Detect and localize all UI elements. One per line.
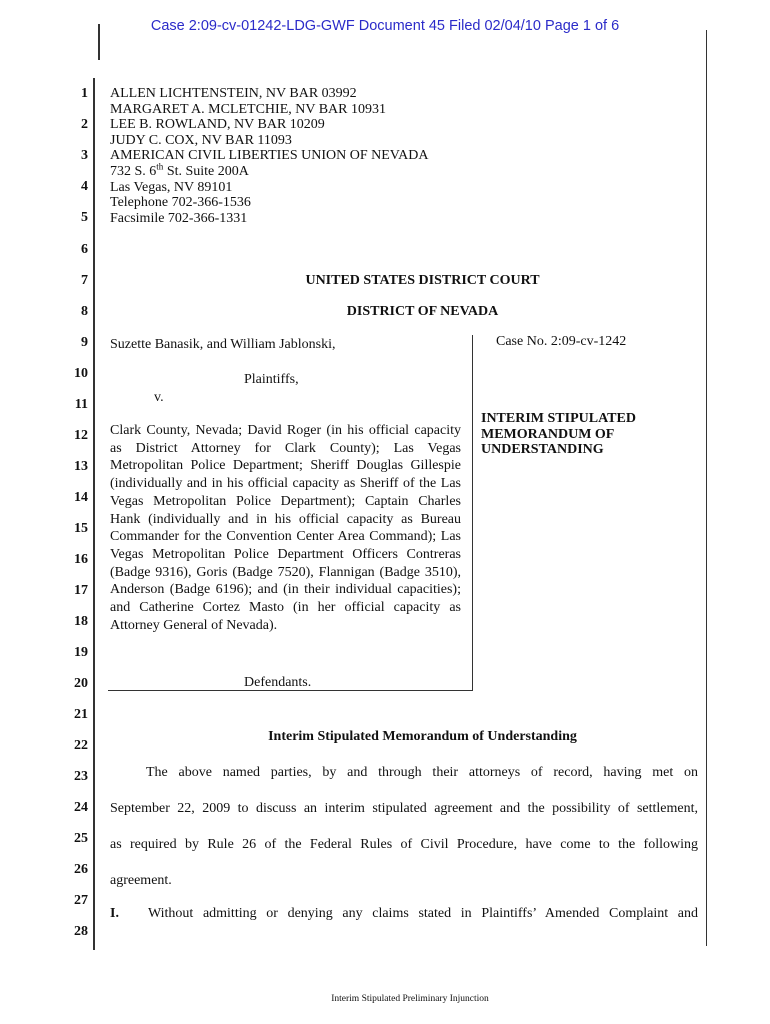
facsimile: Facsimile 702-366-1331 <box>110 210 248 226</box>
district-name: DISTRICT OF NEVADA <box>346 304 499 319</box>
paragraph-line: The above named parties, by and through their attorneys of record, having met on <box>146 765 698 780</box>
line-number: 19 <box>74 645 88 660</box>
numbered-item <box>110 906 698 922</box>
court-name: UNITED STATES DISTRICT COURT <box>305 273 540 288</box>
line-number: 12 <box>74 428 88 443</box>
street-address: 732 S. 6th St. Suite 200A <box>110 161 249 179</box>
line-number: 20 <box>74 676 88 691</box>
case-number: Case No. 2:09-cv-1242 <box>496 334 627 349</box>
attorney-line: JUDY C. COX, NV BAR 11093 <box>110 132 292 148</box>
paragraph-line: September 22, 2009 to discuss an interim stipulated agreement and the possibility of settlement, <box>110 801 698 816</box>
line-number: 17 <box>74 583 88 598</box>
line-number: 7 <box>81 273 88 288</box>
section-heading: Interim Stipulated Memorandum of Understanding <box>268 729 577 744</box>
item-text: Without admitting or denying any claims stated in Plaintiffs’ Amended Complaint and <box>147 906 699 921</box>
paragraph-line: as required by Rule 26 of the Federal Rules of Civil Procedure, have come to the following <box>110 837 698 852</box>
document-title-line: UNDERSTANDING <box>481 442 604 458</box>
line-number: 3 <box>81 148 88 163</box>
page-footer: Interim Stipulated Preliminary Injunction <box>331 994 489 1004</box>
line-number: 24 <box>74 800 88 815</box>
line-number: 15 <box>74 521 88 536</box>
attorney-line: LEE B. ROWLAND, NV BAR 10209 <box>110 117 325 133</box>
line-number: 14 <box>74 490 88 505</box>
line-number: 26 <box>74 862 88 877</box>
item-label: I. <box>110 906 119 921</box>
left-margin-rule-outer <box>98 24 100 60</box>
line-number: 11 <box>74 397 88 412</box>
line-number: 2 <box>81 117 88 132</box>
line-number: 21 <box>74 707 88 722</box>
organization-name: AMERICAN CIVIL LIBERTIES UNION OF NEVADA <box>110 148 429 164</box>
city-state-zip: Las Vegas, NV 89101 <box>110 179 233 195</box>
case-header: Case 2:09-cv-01242-LDG-GWF Document 45 Filed 02/04/10 Page 1 of 6 <box>150 18 620 34</box>
paragraph-line: agreement. <box>110 873 172 888</box>
line-number: 22 <box>74 738 88 753</box>
line-number: 18 <box>74 614 88 629</box>
caption-divider <box>472 335 473 691</box>
line-number: 5 <box>81 210 88 225</box>
attorney-line: MARGARET A. MCLETCHIE, NV BAR 10931 <box>110 101 387 117</box>
attorney-line: ALLEN LICHTENSTEIN, NV BAR 03992 <box>110 86 357 101</box>
plaintiffs-label: Plaintiffs, <box>244 372 299 387</box>
line-number: 4 <box>81 179 88 194</box>
document-title-line: MEMORANDUM OF <box>481 426 615 442</box>
document-title-line: INTERIM STIPULATED <box>481 411 636 426</box>
line-number: 23 <box>74 769 88 784</box>
line-number: 25 <box>74 831 88 846</box>
line-number: 10 <box>74 366 88 381</box>
attorney-block <box>110 86 428 226</box>
telephone: Telephone 702-366-1536 <box>110 195 251 211</box>
line-number: 16 <box>74 552 88 567</box>
plaintiffs-names: Suzette Banasik, and William Jablonski, <box>110 337 336 352</box>
line-number: 28 <box>74 924 88 939</box>
versus: v. <box>154 390 164 405</box>
line-number: 27 <box>74 893 88 908</box>
line-number: 1 <box>81 86 88 101</box>
document-title <box>481 411 636 458</box>
line-number: 6 <box>81 242 88 257</box>
line-number: 9 <box>81 335 88 350</box>
right-margin-rule <box>706 30 707 946</box>
defendants-names: Clark County, Nevada; David Roger (in his official capacity as District Attorney for Clark County); Las Vegas Metropolitan Police Department; Sheriff Douglas Gillespie (individually and in his official capacity as Sheriff of the Las Vegas Metropolitan Police Department); Captain Charles Hank (individually and in his official capacity as Bureau Commander for the Convention Center Area Command); Las Vegas Metropolitan Police Department Officers Contreras (Badge 9316), Goris (Badge 7520), Flannigan (Badge 3510), Anderson (Badge 6196); and (in their individual capacities); and Catherine Cortez Masto (in her official capacity as Attorney General of Nevada). <box>110 423 461 633</box>
defendants-label: Defendants. <box>244 675 312 690</box>
left-margin-rule <box>93 78 95 950</box>
line-number: 13 <box>74 459 88 474</box>
line-number: 8 <box>81 304 88 319</box>
